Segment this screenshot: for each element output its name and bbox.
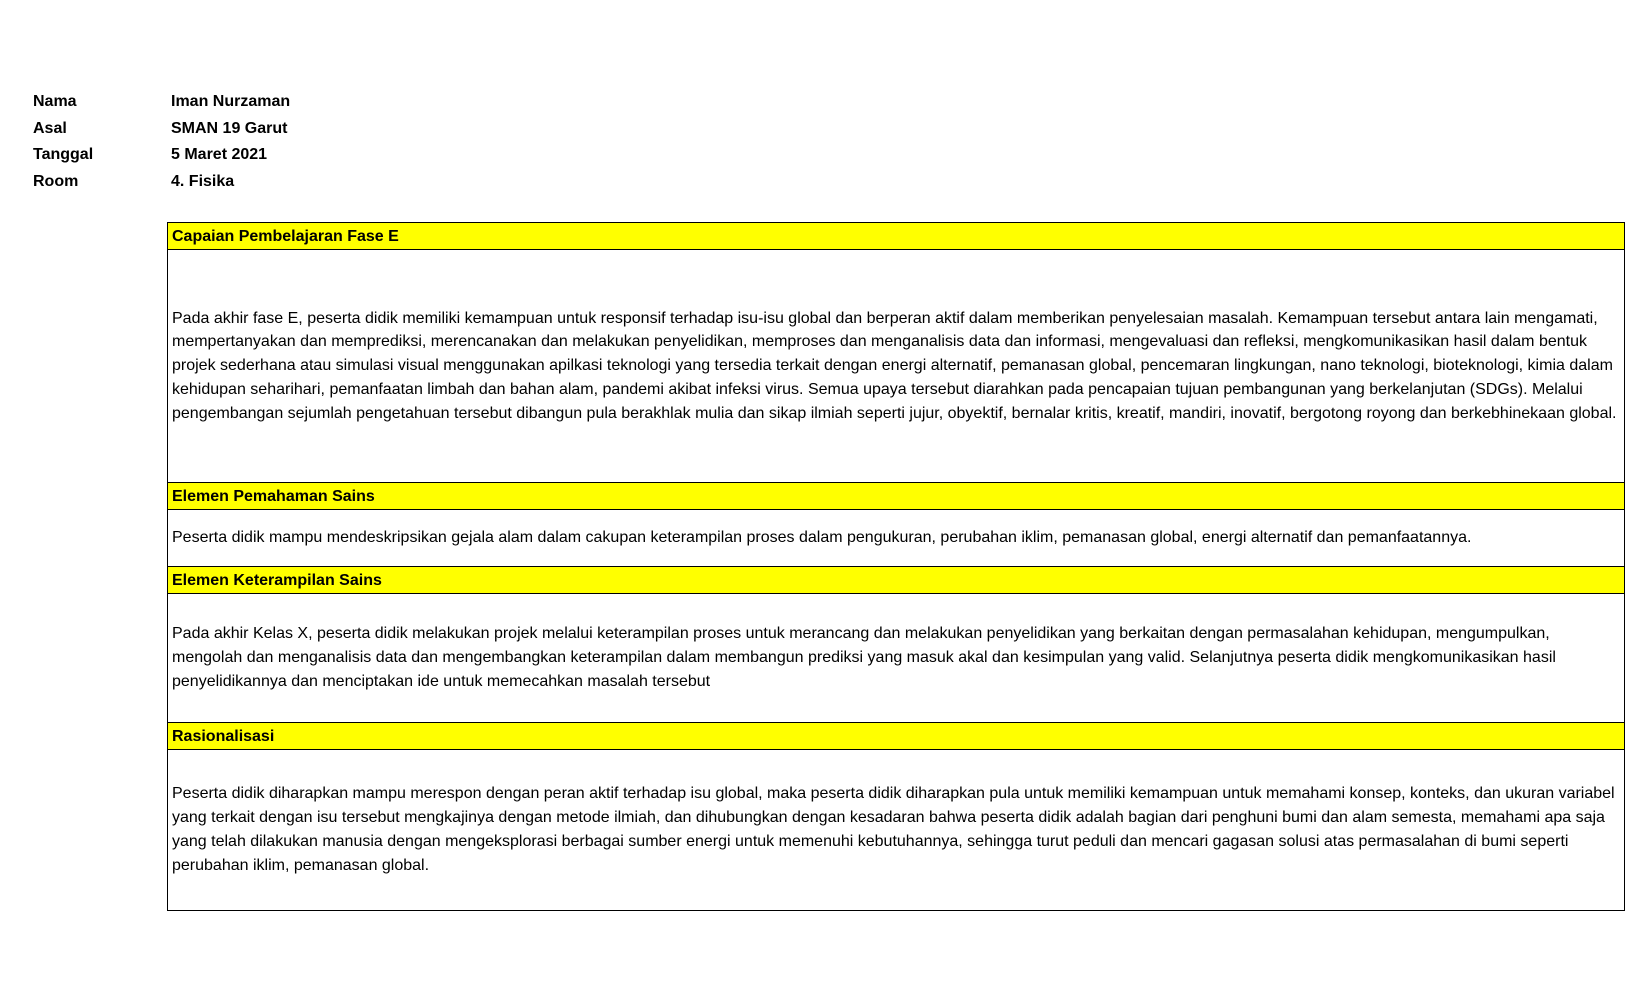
section-header-capaian: Capaian Pembelajaran Fase E xyxy=(168,223,1624,250)
info-row-nama xyxy=(33,89,290,116)
info-label: Asal xyxy=(33,119,67,137)
section-header-rasionalisasi: Rasionalisasi xyxy=(168,723,1624,750)
section-header-keterampilan: Elemen Keterampilan Sains xyxy=(168,567,1624,594)
section-body-pemahaman xyxy=(168,510,1624,567)
section-text: Peserta didik diharapkan mampu merespon dengan peran aktif terhadap isu global, maka peserta didik diharapkan pula untuk memiliki kemampuan untuk memahami konsep, konteks, dan ukuran variabel yang terkait dengan isu tersebut mengkajinya dengan metode ilmiah, dan dihubungkan dengan kesadaran bahwa peserta didik adalah bagian dari penghuni bumi dan alam semesta, memahami apa saja yang telah dilakukan manusia dengan mengeksplorasi berbagai sumber energi untuk memenuhi kebutuhannya, sehingga turut peduli dan mencari gagasan solusi atas permasalahan di bumi seperti perubahan iklim, pemanasan global. xyxy=(172,785,1615,874)
curriculum-table xyxy=(167,222,1625,911)
info-label: Room xyxy=(33,173,79,191)
section-body-keterampilan xyxy=(168,594,1624,723)
info-value: 4. Fisika xyxy=(171,173,235,191)
info-row-room xyxy=(33,169,290,196)
info-value: SMAN 19 Garut xyxy=(171,119,288,137)
section-text: Peserta didik mampu mendeskripsikan gejala alam dalam cakupan keterampilan proses dalam pengukuran, perubahan iklim, pemanasan global, energi alternatif dan pemanfaatannya. xyxy=(172,529,1472,547)
identity-block xyxy=(33,89,290,196)
info-label: Nama xyxy=(33,93,77,110)
info-label: Tanggal xyxy=(33,146,94,164)
info-value: Iman Nurzaman xyxy=(171,93,291,110)
info-row-tanggal xyxy=(33,142,290,169)
section-text: Pada akhir fase E, peserta didik memiliki kemampuan untuk responsif terhadap isu-isu global dan berperan aktif dalam memberikan penyelesaian masalah. Kemampuan tersebut antara lain mengamati, mempertanyakan dan memprediksi, merencanakan dan melakukan penyelidikan, memproses dan menganalisis data dan informasi, mengevaluasi dan refleksi, mengkomunikasikan hasil dalam bentuk projek sederhana atau simulasi visual menggunakan apilkasi teknologi yang tersedia terkait dengan energi alternatif, pemanasan global, pencemaran lingkungan, nano teknologi, bioteknologi, kimia dalam kehidupan seharihari, pemanfaatan limbah dan bahan alam, pandemi akibat infeksi virus. Semua upaya tersebut diarahkan pada pencapaian tujuan pembangunan yang berkelanjutan (SDGs). Melalui pengembangan sejumlah pengetahuan tersebut dibangun pula berakhlak mulia dan sikap ilmiah seperti jujur, obyektif, bernalar kritis, kreatif, mandiri, inovatif, bergotong royong dan berkebhinekaan global. xyxy=(172,309,1617,422)
section-header-pemahaman: Elemen Pemahaman Sains xyxy=(168,483,1624,510)
section-body-rasionalisasi xyxy=(168,750,1624,910)
section-text: Pada akhir Kelas X, peserta didik melakukan projek melalui keterampilan proses untuk merancang dan melakukan penyelidikan yang berkaitan dengan permasalahan kehidupan, mengumpulkan, mengolah dan menganalisis data dan mengembangkan keterampilan dalam membangun prediksi yang masuk akal dan kesimpulan yang valid. Selanjutnya peserta didik mengkomunikasikan hasil penyelidikannya dan menciptakan ide untuk memecahkan masalah tersebut xyxy=(172,625,1556,690)
info-value: 5 Maret 2021 xyxy=(171,146,268,164)
info-row-asal xyxy=(33,116,290,143)
section-body-capaian xyxy=(168,250,1624,483)
